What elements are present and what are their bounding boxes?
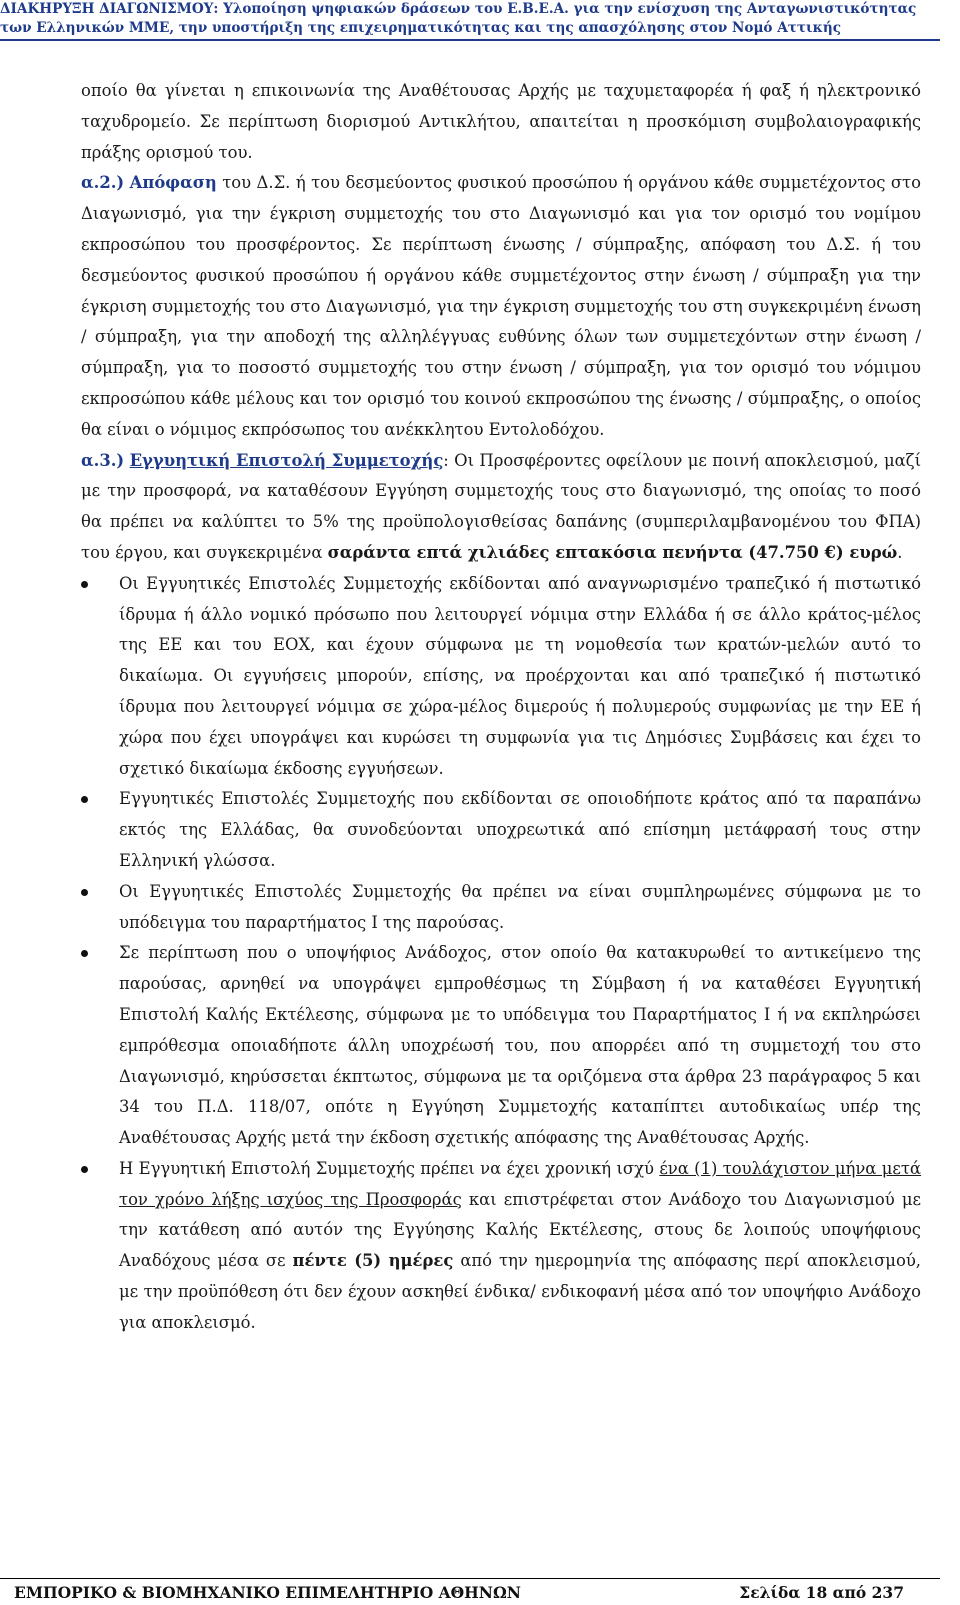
validity-period: ένα (1) τουλάχιστον μήνα μετά τον χρόνο λήξης ισχύος της Προσφοράς (119, 1158, 921, 1209)
guarantee-amount: σαράντα επτά χιλιάδες επτακόσια πενήντα (47.750 €) ευρώ (327, 542, 898, 562)
list-item (81, 784, 921, 876)
section-a2-text: του Δ.Σ. ή του δεσμεύοντος φυσικού προσώπου ή οργάνου κάθε συμμετέχοντος στο Διαγωνισμό, για την έγκριση συμμετοχής του στο Διαγωνισμό και για τον ορισμό του νομίμου εκπροσώπου του προσφέροντος. Σε περίπτωση ένωσης / σύμπραξης, απόφαση του Δ.Σ. ή του δεσμεύοντος φυσικού προσώπου ή οργάνου κάθε συμμετέχοντος στην ένωση / σύμπραξη για την έγκριση συμμετοχής του στο Διαγωνισμό, για την έγκριση συμμετοχής του στη συγκεκριμένη ένωση / σύμπραξη, για την αποδοχή της αλληλέγγυας ευθύνης όλων των συμμετεχόντων στην ένωση / σύμπραξη, για το ποσοστό συμμετοχής του στην ένωση / σύμπραξη, για τον ορισμό του νόμιμου εκπροσώπου κάθε μέλους και τον ορισμό του κοινού εκπροσώπου της ένωσης / σύμπραξης, ο οποίος θα είναι ο νόμιμος εκπρόσωπος του ανέκκλητου Εντολοδόχου. (81, 173, 921, 439)
bullet-icon (81, 581, 88, 588)
list-item (81, 938, 921, 1154)
list-item (81, 569, 921, 785)
guarantee-bullet-list (81, 569, 921, 1339)
bullet-text-5a: Η Εγγυητική Επιστολή Συμμετοχής πρέπει να έχει χρονική ισχύ (119, 1158, 660, 1178)
document-body (81, 76, 921, 1339)
bullet-text-1: Οι Εγγυητικές Επιστολές Συμμετοχής εκδίδονται από αναγνωρισμένο τραπεζικό ή πιστωτικό ίδρυμα ή άλλο νομικό πρόσωπο που λειτουργεί νόμιμα στην Ελλάδα ή σε άλλο κράτος-μέλος της ΕΕ και του ΕΟΧ, και έχουν σύμφωνα με τη νομοθεσία των κρατών-μελών αυτό το δικαίωμα. Οι εγγυήσεις μπορούν, επίσης, να προέρχονται και από τραπεζικό ή πιστωτικό ίδρυμα που λειτουργεί νόμιμα σε χώρα-μέλος διμερούς ή πολυμερούς συμφωνίας με την ΕΕ ή χώρα που έχει υπογράψει και κυρώσει τη συμφωνία για τις Δημόσιες Συμβάσεις και έχει το σχετικό δικαίωμα έκδοσης εγγυήσεων. (119, 573, 921, 778)
section-a3-end: . (897, 542, 903, 562)
bullet-text-5c: από την ημερομηνία της απόφασης περί αποκλεισμού, με την προϋπόθεση ότι δεν έχουν ασκηθεί ένδικα/ ενδικοφανή μέσα από τον υποψήφιο Ανάδοχο για αποκλεισμό. (119, 1251, 921, 1332)
header-line-1: ΔΙΑΚΗΡΥΞΗ ΔΙΑΓΩΝΙΣΜΟΥ: Υλοποίηση ψηφιακών δράσεων του Ε.Β.Ε.Α. για την ενίσχυση της Ανταγωνιστικότητας (0, 1, 917, 17)
section-a2 (81, 168, 921, 445)
header-line-2: των Ελληνικών ΜΜΕ, την υποστήριξη της επιχειρηματικότητας και της απασχόλησης στον Νομό Αττικής (0, 20, 841, 36)
footer-organization: ΕΜΠΟΡΙΚΟ & ΒΙΟΜΗΧΑΝΙΚΟ ΕΠΙΜΕΛΗΤΗΡΙΟ ΑΘΗΝΩΝ (14, 1583, 521, 1602)
bullet-icon (81, 1166, 88, 1173)
section-a2-label: α.2.) (81, 173, 125, 193)
list-item (81, 877, 921, 939)
bullet-icon (81, 889, 88, 896)
document-footer (0, 1578, 940, 1605)
bullet-text-3: Οι Εγγυητικές Επιστολές Συμμετοχής θα πρέπει να είναι συμπληρωμένες σύμφωνα με το υπόδειγμα του παραρτήματος Ι της παρούσας. (119, 881, 921, 932)
section-a3-label: α.3.) (81, 450, 125, 470)
bullet-text-5b: και επιστρέφεται στον Ανάδοχο του Διαγωνισμού με την κατάθεση από αυτόν της Εγγύησης Καλής Εκτέλεσης, στους δε λοιπούς υποψήφιους Αναδόχους μέσα σε (119, 1189, 921, 1271)
bullet-text-4: Σε περίπτωση που ο υποψήφιος Ανάδοχος, στον οποίο θα κατακυρωθεί το αντικείμενο της παρούσας, αρνηθεί να υπογράψει εμπροθέσμως τη Σύμβαση ή να καταθέσει Εγγυητική Επιστολή Καλής Εκτέλεσης, σύμφωνα με το υπόδειγμα του Παραρτήματος Ι ή να εκπληρώσει εμπρόθεσμα οποιαδήποτε άλλη υποχρέωσή του, που απορρέει από τη συμμετοχή του στο Διαγωνισμό, κηρύσσεται έκπτωτος, σύμφωνα με τα οριζόμενα στα άρθρα 23 παράγραφος 5 και 34 του Π.Δ. 118/07, οπότε η Εγγύηση Συμμετοχής καταπίπτει αυτοδικαίως υπέρ της Αναθέτουσας Αρχής μετά την έκδοση σχετικής απόφασης της Αναθέτουσας Αρχής. (119, 943, 921, 1148)
bullet-icon (81, 950, 88, 957)
intro-paragraph: οποίο θα γίνεται η επικοινωνία της Αναθέτουσας Αρχής με ταχυμεταφορέα ή φαξ ή ηλεκτρονικό ταχυδρομείο. Σε περίπτωση διορισμού Αντικλήτου, απαιτείται η προσκόμιση συμβολαιογραφικής πράξης ορισμού του. (81, 81, 921, 162)
bullet-text-2: Εγγυητικές Επιστολές Συμμετοχής που εκδίδονται σε οποιοδήποτε κράτος από τα παραπάνω εκτός της Ελλάδας, θα συνοδεύονται υποχρεωτικά από επίσημη μετάφρασή τους στην Ελληνική γλώσσα. (119, 789, 921, 870)
return-period: πέντε (5) ημέρες (292, 1251, 454, 1271)
document-header (0, 0, 940, 41)
section-a3 (81, 446, 921, 569)
section-a3-text: : Οι Προσφέροντες οφείλουν με ποινή αποκλεισμού, μαζί με την προσφορά, να καταθέσουν Εγγύηση συμμετοχής τους στο διαγωνισμό, της οποίας το ποσό θα πρέπει να καλύπτει το 5% της προϋπολογισθείσας δαπάνης (συμπεριλαμβανομένου του ΦΠΑ) του έργου, και συγκεκριμένα (81, 450, 921, 562)
page-number: Σελίδα 18 από 237 (739, 1583, 904, 1602)
section-a3-title: Εγγυητική Επιστολή Συμμετοχής (129, 450, 444, 470)
bullet-icon (81, 796, 88, 803)
section-a2-title: Απόφαση (129, 173, 217, 193)
list-item (81, 1154, 921, 1339)
